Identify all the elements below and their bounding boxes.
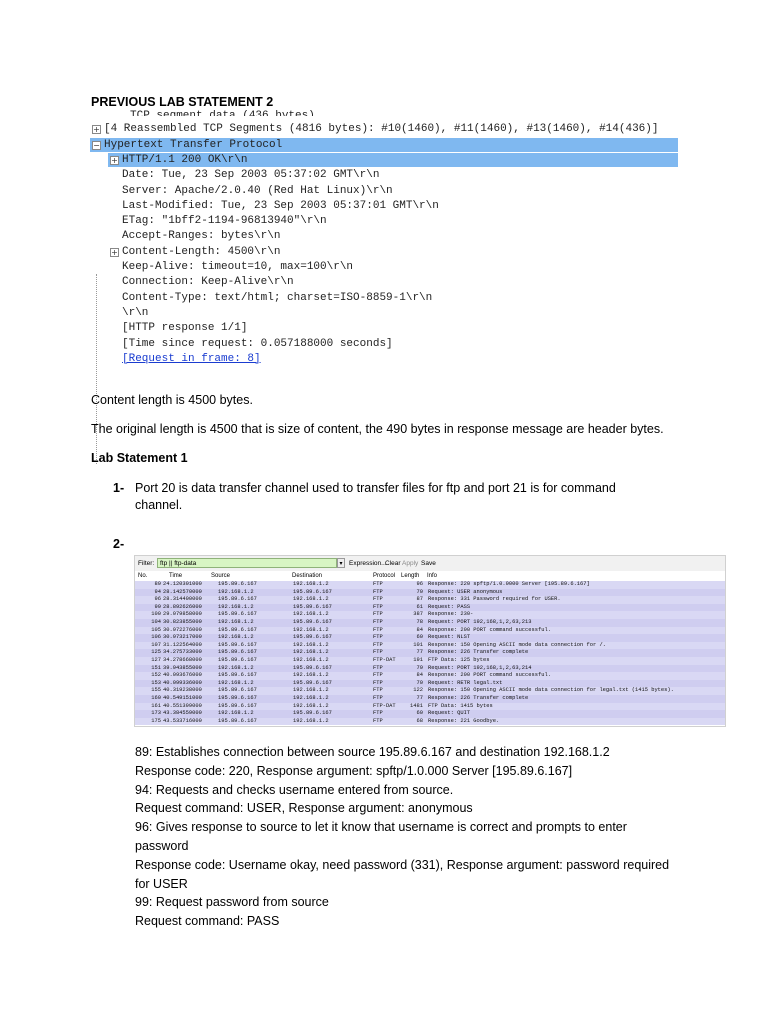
cell-dst: 192.168.1.2 <box>293 695 329 701</box>
cell-dst: 195.89.6.167 <box>293 664 332 671</box>
cell-info: Response: 200 PORT command successful. <box>428 672 551 679</box>
detail-row[interactable] <box>90 245 680 259</box>
cell-dst: 192.168.1.2 <box>293 596 329 603</box>
table-row[interactable] <box>135 718 725 726</box>
cell-time: 43.384559000 <box>163 710 202 717</box>
cell-src: 192.168.1.2 <box>218 588 254 595</box>
cell-info: Request: QUIT <box>428 710 471 717</box>
cell-time: 24.120301000 <box>163 581 202 587</box>
detail-row[interactable] <box>108 153 678 167</box>
table-row[interactable] <box>135 619 725 627</box>
list-marker-1: 1- <box>113 481 125 495</box>
table-row[interactable] <box>135 665 725 673</box>
cell-no: 125 <box>151 649 161 656</box>
cell-info: Response: 220 spftp/1.0.0000 Server [195.89.6.167] <box>428 581 590 587</box>
detail-row[interactable] <box>90 229 680 243</box>
cell-proto: FTP <box>373 603 383 610</box>
cell-no: 127 <box>151 657 161 663</box>
clear-button[interactable]: Clear <box>385 560 401 567</box>
detail-row-text: Accept-Ranges: bytes\r\n <box>122 230 281 243</box>
detail-row-text: Last-Modified: Tue, 23 Sep 2003 05:37:01 GMT\r\n <box>122 199 439 212</box>
cell-time: 40.319238000 <box>163 687 202 694</box>
table-row[interactable] <box>135 581 725 589</box>
analysis-line: for USER <box>135 876 188 891</box>
detail-row[interactable] <box>90 214 680 228</box>
detail-row-text: HTTP/1.1 200 OK\r\n <box>122 153 248 166</box>
cell-no: 100 <box>151 611 161 618</box>
detail-row-text: Content-Type: text/html; charset=ISO-8859-1\r\n <box>122 291 433 304</box>
table-row[interactable] <box>135 589 725 597</box>
cell-len: 122 <box>413 687 423 694</box>
cell-no: 96 <box>154 596 161 603</box>
analysis-line: Response code: 220, Response argument: spftp/1.0.000 Server [195.89.6.167] <box>135 763 573 778</box>
col-time[interactable]: Time <box>169 573 183 579</box>
list-item-1-text: Port 20 is data transfer channel used to transfer files for ftp and port 21 is for command channel. <box>135 481 616 512</box>
lab-statement-1-heading: Lab Statement 1 <box>91 451 188 465</box>
analysis-line: 94: Requests and checks username entered from source. <box>135 782 454 797</box>
cell-len: 60 <box>416 710 423 717</box>
cell-info: Request: USER anonymous <box>428 588 503 595</box>
cell-proto: FTP <box>373 634 383 641</box>
cell-src: 195.89.6.167 <box>218 717 257 724</box>
table-row[interactable] <box>135 604 725 612</box>
detail-row[interactable] <box>90 275 680 289</box>
cell-src: 195.89.6.167 <box>218 611 257 618</box>
cell-info: Request: RETR legal.txt <box>428 679 503 686</box>
table-row[interactable] <box>135 634 725 642</box>
detail-row[interactable] <box>90 184 680 198</box>
cell-proto: FTP <box>373 672 383 679</box>
cell-dst: 192.168.1.2 <box>293 687 329 694</box>
cell-proto: FTP-DAT <box>373 702 396 709</box>
column-header <box>135 571 725 581</box>
cell-src: 195.89.6.167 <box>218 649 257 656</box>
filter-input[interactable]: ftp || ftp-data <box>157 558 337 568</box>
detail-row[interactable] <box>90 138 678 152</box>
expand-icon[interactable]: + <box>93 125 100 135</box>
cell-dst: 195.89.6.167 <box>293 603 332 610</box>
cell-info: Response: 226 Transfer complete <box>428 695 529 701</box>
cell-len: 61 <box>416 603 423 610</box>
cell-no: 155 <box>151 687 161 694</box>
cell-dst: 192.168.1.2 <box>293 626 329 633</box>
detail-row-text: Keep-Alive: timeout=10, max=100\r\n <box>122 261 354 273</box>
cell-src: 192.168.1.2 <box>218 710 254 717</box>
cell-src: 195.89.6.167 <box>218 695 257 701</box>
cell-time: 29.079858000 <box>163 611 202 618</box>
detail-row-text: Hypertext Transfer Protocol <box>104 138 283 151</box>
detail-row-text: Date: Tue, 23 Sep 2003 05:37:02 GMT\r\n <box>122 169 380 182</box>
expression-button[interactable]: Expression... <box>349 560 387 567</box>
detail-row[interactable] <box>90 199 680 213</box>
analysis-line: 96: Gives response to source to let it know that username is correct and prompts to enter <box>135 820 627 835</box>
detail-row-text: [4 Reassembled TCP Segments (4816 bytes): #10(1460), #11(1460), #13(1460), #14(436)] <box>104 123 659 136</box>
cell-no: 107 <box>151 641 161 648</box>
detail-row[interactable] <box>90 168 680 182</box>
cell-len: 84 <box>416 672 423 679</box>
table-row[interactable] <box>135 680 725 688</box>
detail-row[interactable] <box>90 321 680 335</box>
detail-row[interactable] <box>90 291 680 305</box>
cell-time: 40.093676000 <box>163 672 202 679</box>
table-row[interactable] <box>135 642 725 650</box>
cell-no: 104 <box>151 619 161 625</box>
cell-no: 160 <box>151 695 161 701</box>
cell-no: 175 <box>151 717 161 724</box>
cell-info: Response: 331 Password required for USER. <box>428 596 561 603</box>
cell-len: 96 <box>416 581 423 587</box>
detail-row[interactable] <box>90 306 680 320</box>
analysis-line: 99: Request password from source <box>135 895 329 910</box>
cell-no: 105 <box>151 626 161 633</box>
cell-proto: FTP <box>373 619 383 625</box>
cell-proto: FTP <box>373 679 383 686</box>
cell-no: 94 <box>154 588 161 595</box>
analysis-line: password <box>135 838 189 853</box>
cell-time: 28.142570000 <box>163 588 202 595</box>
save-button[interactable]: Save <box>421 560 436 567</box>
cell-len: 87 <box>416 596 423 603</box>
filter-toolbar <box>135 556 725 572</box>
cell-proto: FTP <box>373 664 383 671</box>
table-row[interactable] <box>135 627 725 635</box>
cell-proto: FTP <box>373 710 383 717</box>
cell-proto: FTP <box>373 581 383 587</box>
cell-info: FTP Data: 1415 bytes <box>428 702 493 709</box>
cell-src: 195.89.6.167 <box>218 641 257 648</box>
cell-dst: 195.89.6.167 <box>293 634 332 641</box>
detail-row[interactable] <box>90 352 680 366</box>
cell-proto: FTP <box>373 687 383 694</box>
cell-src: 192.168.1.2 <box>218 603 254 610</box>
detail-row-text: Content-Length: 4500\r\n <box>122 245 281 258</box>
cell-proto: FTP <box>373 641 383 648</box>
cell-len: 84 <box>416 626 423 633</box>
cell-time: 40.549151000 <box>163 695 202 701</box>
cell-time: 30.823855000 <box>163 619 202 625</box>
cell-proto: FTP <box>373 588 383 595</box>
table-row[interactable] <box>135 695 725 703</box>
cell-info: Request: PORT 192,168,1,2,63,213 <box>428 619 532 625</box>
expand-icon[interactable]: + <box>111 247 118 257</box>
cell-proto: FTP <box>373 695 383 701</box>
filter-label: Filter: <box>138 560 155 567</box>
cell-dst: 195.89.6.167 <box>293 679 332 686</box>
cell-src: 195.89.6.167 <box>218 596 257 603</box>
cell-len: 78 <box>416 619 423 625</box>
cell-dst: 192.168.1.2 <box>293 672 329 679</box>
cell-no: 106 <box>151 634 161 641</box>
cell-src: 195.89.6.167 <box>218 672 257 679</box>
analysis-line: Request command: USER, Response argument: anonymous <box>135 801 473 816</box>
cell-src: 195.89.6.167 <box>218 687 257 694</box>
cell-len: 60 <box>416 634 423 641</box>
cell-info: Response: 226 Transfer complete <box>428 649 529 656</box>
cell-info: Response: 230- <box>428 611 474 618</box>
col-length[interactable]: Length <box>401 573 420 579</box>
content-length-paragraph: Content length is 4500 bytes. <box>91 393 253 407</box>
cell-len: 1481 <box>410 702 423 709</box>
cell-time: 43.533716000 <box>163 717 202 724</box>
cell-time: 31.122564000 <box>163 641 202 648</box>
table-row[interactable] <box>135 703 725 711</box>
cell-dst: 195.89.6.167 <box>293 619 332 625</box>
table-row[interactable] <box>135 672 725 680</box>
col-source[interactable]: Source <box>211 573 231 579</box>
cell-dst: 192.168.1.2 <box>293 717 329 724</box>
detail-row-text: \r\n <box>122 306 149 319</box>
cell-time: 39.943855000 <box>163 664 202 671</box>
cell-len: 77 <box>416 695 423 701</box>
cell-proto: FTP <box>373 649 383 656</box>
cell-time: 30.972276000 <box>163 626 202 633</box>
detail-row-text: [HTTP response 1/1] <box>122 322 248 335</box>
detail-row-text: Connection: Keep-Alive\r\n <box>122 276 294 289</box>
detail-row-text: [Time since request: 0.057188000 seconds] <box>122 337 393 350</box>
cell-time: 40.099336000 <box>163 679 202 686</box>
cell-src: 195.89.6.167 <box>218 581 257 587</box>
col-destination[interactable]: Destination <box>292 573 323 579</box>
cell-no: 99 <box>154 603 161 610</box>
cell-src: 192.168.1.2 <box>218 664 254 671</box>
table-row[interactable] <box>135 596 725 604</box>
cell-no: 151 <box>151 664 161 671</box>
cell-time: 28.314400000 <box>163 596 202 603</box>
cell-len: 70 <box>416 679 423 686</box>
previous-lab-heading: PREVIOUS LAB STATEMENT 2 <box>91 95 274 109</box>
cell-len: 68 <box>416 717 423 724</box>
collapse-icon[interactable]: − <box>93 140 100 150</box>
detail-row-text: Server: Apache/2.0.40 (Red Hat Linux)\r\n <box>122 184 393 197</box>
table-row[interactable] <box>135 710 725 718</box>
cell-dst: 192.168.1.2 <box>293 581 329 587</box>
detail-row-text: ETag: "1bff2-1194-96813940"\r\n <box>122 215 327 228</box>
cell-info: Response: 221 Goodbye. <box>428 717 500 724</box>
cell-proto: FTP <box>373 611 383 618</box>
detail-row[interactable] <box>90 260 680 274</box>
apply-button[interactable]: Apply <box>402 560 419 567</box>
cell-src: 192.168.1.2 <box>218 679 254 686</box>
cell-dst: 192.168.1.2 <box>293 641 329 648</box>
cell-dst: 192.168.1.2 <box>293 657 329 663</box>
cell-no: 173 <box>151 710 161 717</box>
detail-row[interactable] <box>90 122 680 136</box>
cell-src: 195.89.6.167 <box>218 657 257 663</box>
col-info[interactable]: Info <box>427 573 438 579</box>
cell-len: 79 <box>416 664 423 671</box>
cell-len: 387 <box>413 611 423 618</box>
cell-no: 161 <box>151 702 161 709</box>
packet-detail-pane <box>90 116 680 365</box>
cell-src: 192.168.1.2 <box>218 634 254 641</box>
cell-proto: FTP-DAT <box>373 657 396 663</box>
detail-row[interactable] <box>90 337 680 351</box>
col-no[interactable]: No. <box>138 573 148 579</box>
expand-icon[interactable]: + <box>111 155 118 165</box>
col-protocol[interactable]: Protocol <box>373 573 396 579</box>
cell-proto: FTP <box>373 596 383 603</box>
cell-time: 28.892626000 <box>163 603 202 610</box>
cell-info: Response: 150 Opening ASCII mode data connection for /. <box>428 641 606 648</box>
cell-len: 191 <box>413 657 423 663</box>
cell-dst: 192.168.1.2 <box>293 611 329 618</box>
cell-dst: 192.168.1.2 <box>293 649 329 656</box>
cell-no: 89 <box>154 581 161 587</box>
cell-no: 152 <box>151 672 161 679</box>
cell-proto: FTP <box>373 717 383 724</box>
cell-len: 101 <box>413 641 423 648</box>
cell-info: Request: NLST <box>428 634 471 641</box>
cell-src: 192.168.1.2 <box>218 619 254 625</box>
list-marker-2: 2- <box>113 537 125 551</box>
analysis-text <box>135 743 695 931</box>
cell-time: 30.973217000 <box>163 634 202 641</box>
cell-info: Request: PORT 192,168,1,2,63,214 <box>428 664 532 671</box>
filter-dropdown-icon[interactable]: ▾ <box>337 558 345 568</box>
cell-time: 34.275733000 <box>163 649 202 656</box>
cell-src: 195.89.6.167 <box>218 702 257 709</box>
table-row[interactable] <box>135 657 725 665</box>
cell-dst: 195.89.6.167 <box>293 710 332 717</box>
cell-len: 77 <box>416 649 423 656</box>
cell-time: 40.551399000 <box>163 702 202 709</box>
table-row[interactable] <box>135 687 725 695</box>
cell-info: Request: PASS <box>428 603 471 610</box>
analysis-line: 89: Establishes connection between source 195.89.6.167 and destination 192.168.1.2 <box>135 745 610 759</box>
cell-len: 70 <box>416 588 423 595</box>
table-row[interactable] <box>135 611 725 619</box>
cell-info: Response: 200 PORT command successful. <box>428 626 551 633</box>
crop-edge <box>90 116 680 122</box>
table-row[interactable] <box>135 649 725 657</box>
wireshark-packet-list <box>134 555 726 727</box>
cell-info: FTP Data: 125 bytes <box>428 657 490 663</box>
cell-src: 195.89.6.167 <box>218 626 257 633</box>
cell-dst: 192.168.1.2 <box>293 702 329 709</box>
original-length-paragraph: The original length is 4500 that is size of content, the 490 bytes in response message are header bytes. <box>91 422 664 436</box>
analysis-line: Request command: PASS <box>135 914 280 929</box>
analysis-line: Response code: Username okay, need password (331), Response argument: password required <box>135 857 670 872</box>
cell-info: Response: 150 Opening ASCII mode data connection for legal.txt (1415 bytes). <box>428 687 674 694</box>
detail-row-text: [Request in frame: 8] <box>122 352 261 365</box>
cell-proto: FTP <box>373 626 383 633</box>
cell-dst: 195.89.6.167 <box>293 588 332 595</box>
cell-time: 34.278668000 <box>163 657 202 663</box>
cell-no: 153 <box>151 679 161 686</box>
